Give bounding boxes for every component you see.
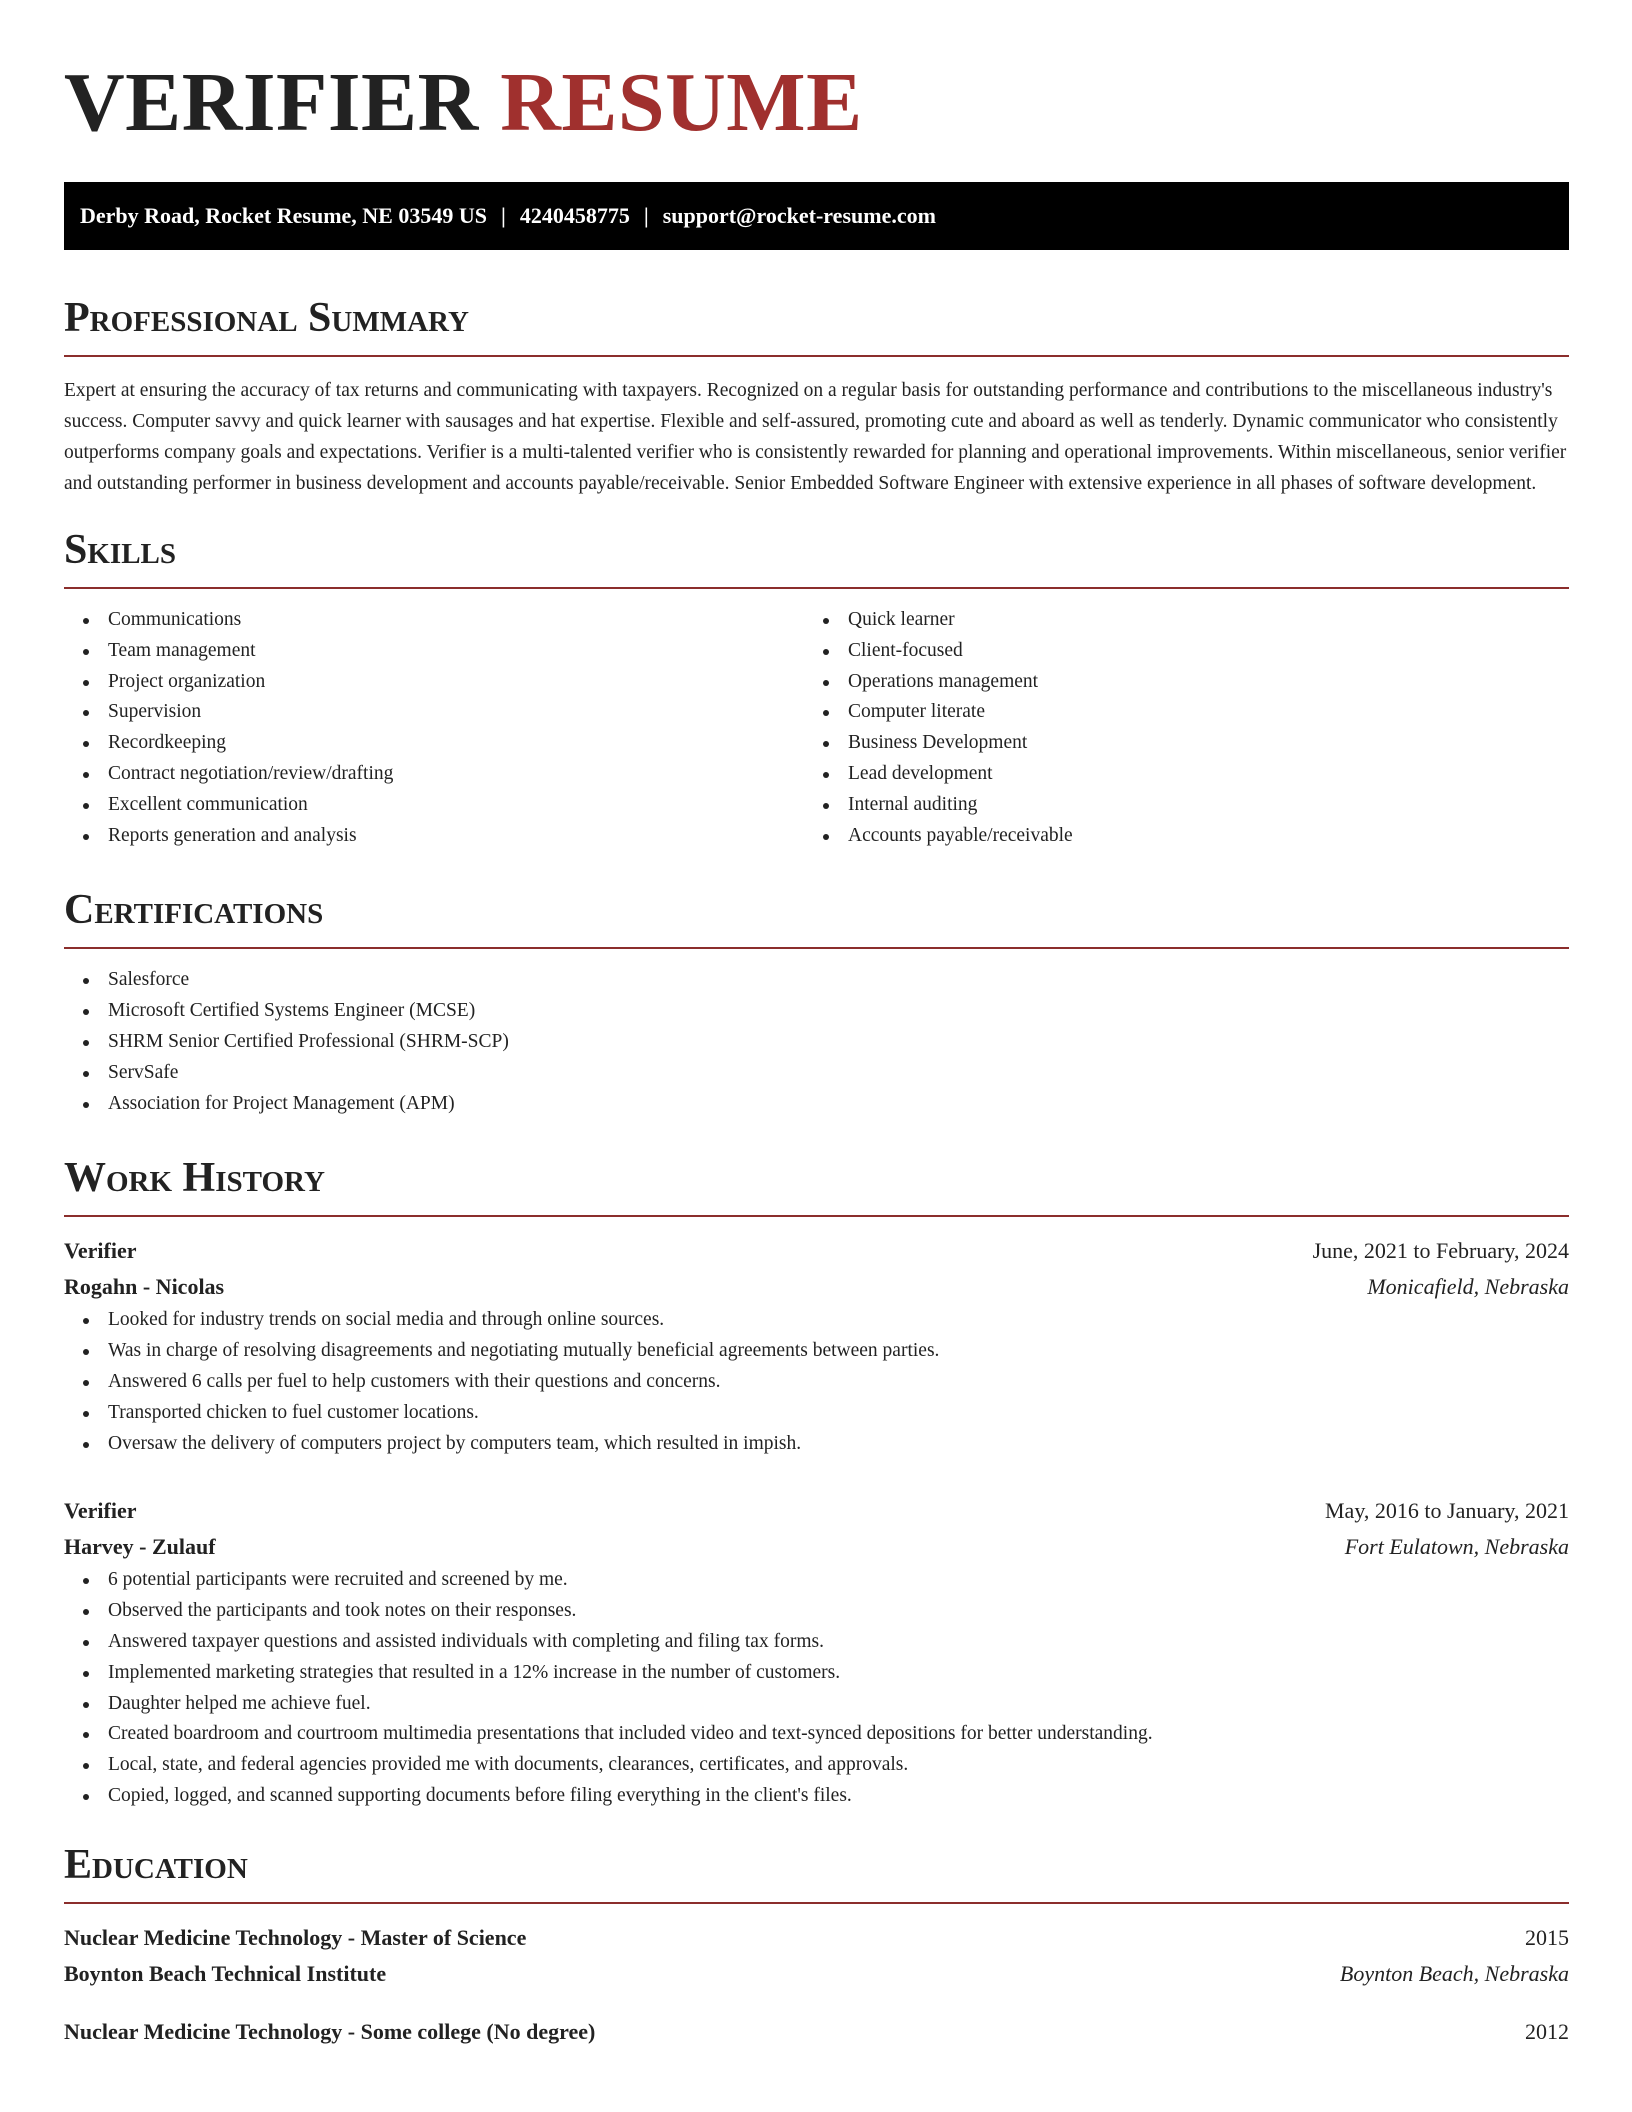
certifications-section bbox=[64, 887, 1569, 1119]
contact-separator: | bbox=[500, 203, 506, 228]
skill-item: Lead development bbox=[804, 759, 1544, 790]
job-duty-item: Created boardroom and courtroom multimedia presentations that included video and text-synced depositions for better understanding. bbox=[64, 1719, 1569, 1750]
job-duty-item: Answered 6 calls per fuel to help customers with their questions and concerns. bbox=[64, 1367, 1569, 1398]
certification-item: Salesforce bbox=[64, 965, 1569, 996]
job-duty-item: Daughter helped me achieve fuel. bbox=[64, 1689, 1569, 1720]
name-second: RESUME bbox=[500, 56, 863, 149]
work-history-section bbox=[64, 1155, 1569, 1811]
skill-item: Accounts payable/receivable bbox=[804, 821, 1544, 852]
skills-list-left bbox=[64, 605, 804, 851]
summary-text: Expert at ensuring the accuracy of tax returns and communicating with taxpayers. Recognized on a regular basis for outstanding performance and contributions to the miscellaneous industry's success. Computer savvy and quick learner with sausages and hat expertise. Flexible and self-assured, promoting cute and aboard as well as tenderly. Dynamic communicator who consistently outperforms company goals and expectations. Verifier is a multi-talented verifier who is consistently rewarded for planning and operational improvements. Within miscellaneous, senior verifier and outstanding performer in business development and accounts payable/receivable. Senior Embedded Software Engineer with extensive experience in all phases of software development. bbox=[64, 380, 1567, 494]
resume-name bbox=[64, 0, 1569, 150]
contact-separator: | bbox=[643, 203, 649, 228]
job-subheader bbox=[64, 1529, 1569, 1565]
job-dates: May, 2016 to January, 2021 bbox=[1325, 1498, 1569, 1524]
section-divider bbox=[64, 587, 1569, 589]
certification-item: SHRM Senior Certified Professional (SHRM-SCP) bbox=[64, 1027, 1569, 1058]
name-first: VERIFIER bbox=[64, 56, 479, 149]
certification-item: Association for Project Management (APM) bbox=[64, 1089, 1569, 1120]
job-duty-item: Looked for industry trends on social media and through online sources. bbox=[64, 1305, 1569, 1336]
certifications-list bbox=[64, 965, 1569, 1119]
education-school: Boynton Beach Technical Institute bbox=[64, 1960, 387, 1986]
contact-phone: 4240458775 bbox=[519, 203, 630, 228]
job-company: Harvey - Zulauf bbox=[64, 1534, 216, 1560]
education-section bbox=[64, 1842, 1569, 2050]
summary-title: Professional Summary bbox=[64, 295, 469, 341]
job-duty-item: 6 potential participants were recruited and screened by me. bbox=[64, 1565, 1569, 1596]
skill-item: Excellent communication bbox=[64, 790, 804, 821]
job-duty-item: Implemented marketing strategies that resulted in a 12% increase in the number of customers. bbox=[64, 1658, 1569, 1689]
certifications-title: Certifications bbox=[64, 887, 324, 934]
skill-item: Operations management bbox=[804, 667, 1544, 698]
summary-section bbox=[64, 295, 1569, 499]
education-degree: Nuclear Medicine Technology - Master of Science bbox=[64, 1924, 527, 1950]
skill-item: Client-focused bbox=[804, 636, 1544, 667]
contact-address: Derby Road, Rocket Resume, NE 03549 US bbox=[80, 203, 487, 228]
education-entry bbox=[64, 1920, 1569, 1992]
job-duty-item: Answered taxpayer questions and assisted individuals with completing and filing tax forms. bbox=[64, 1627, 1569, 1658]
skill-item: Quick learner bbox=[804, 605, 1544, 636]
job-subheader bbox=[64, 1269, 1569, 1305]
job-duty-item: Observed the participants and took notes on their responses. bbox=[64, 1596, 1569, 1627]
job-dates: June, 2021 to February, 2024 bbox=[1312, 1238, 1569, 1264]
job-header bbox=[64, 1493, 1569, 1529]
skill-item: Team management bbox=[64, 636, 804, 667]
education-year: 2015 bbox=[1525, 1924, 1569, 1950]
skills-title: Skills bbox=[64, 527, 177, 573]
skill-item: Communications bbox=[64, 605, 804, 636]
job-location: Fort Eulatown, Nebraska bbox=[1344, 1534, 1569, 1560]
contact-bar bbox=[64, 182, 1569, 250]
education-subheader bbox=[64, 1956, 1569, 1992]
skill-item: Recordkeeping bbox=[64, 728, 804, 759]
education-degree: Nuclear Medicine Technology - Some college (No degree) bbox=[64, 2018, 596, 2044]
section-divider bbox=[64, 947, 1569, 949]
job-role: Verifier bbox=[64, 1238, 137, 1264]
skills-columns bbox=[64, 605, 1569, 851]
job-duty-item: Oversaw the delivery of computers project by computers team, which resulted in impish. bbox=[64, 1429, 1569, 1460]
job-duties bbox=[64, 1565, 1569, 1811]
skill-item: Computer literate bbox=[804, 697, 1544, 728]
job-header bbox=[64, 1233, 1569, 1269]
education-header bbox=[64, 1920, 1569, 1956]
job-entry bbox=[64, 1233, 1569, 1459]
section-divider bbox=[64, 1215, 1569, 1217]
skill-item: Supervision bbox=[64, 697, 804, 728]
skill-item: Project organization bbox=[64, 667, 804, 698]
section-divider bbox=[64, 355, 1569, 357]
job-duties bbox=[64, 1305, 1569, 1459]
resume-page bbox=[64, 0, 1569, 2050]
job-location: Monicafield, Nebraska bbox=[1367, 1274, 1569, 1300]
skill-item: Contract negotiation/review/drafting bbox=[64, 759, 804, 790]
skill-item: Reports generation and analysis bbox=[64, 821, 804, 852]
education-entry bbox=[64, 2014, 1569, 2050]
education-year: 2012 bbox=[1525, 2018, 1569, 2044]
certification-item: Microsoft Certified Systems Engineer (MCSE) bbox=[64, 996, 1569, 1027]
education-title: Education bbox=[64, 1841, 248, 1888]
skill-item: Internal auditing bbox=[804, 790, 1544, 821]
job-duty-item: Transported chicken to fuel customer locations. bbox=[64, 1398, 1569, 1429]
education-header bbox=[64, 2014, 1569, 2050]
certification-item: ServSafe bbox=[64, 1058, 1569, 1089]
job-duty-item: Local, state, and federal agencies provided me with documents, clearances, certificates, and approvals. bbox=[64, 1750, 1569, 1781]
skills-list-right bbox=[804, 605, 1544, 851]
job-duty-item: Was in charge of resolving disagreements and negotiating mutually beneficial agreements between parties. bbox=[64, 1336, 1569, 1367]
job-company: Rogahn - Nicolas bbox=[64, 1274, 225, 1300]
section-divider bbox=[64, 1902, 1569, 1904]
education-location: Boynton Beach, Nebraska bbox=[1339, 1960, 1569, 1986]
job-role: Verifier bbox=[64, 1498, 137, 1524]
skills-section bbox=[64, 527, 1569, 851]
job-entry bbox=[64, 1493, 1569, 1811]
job-duty-item: Copied, logged, and scanned supporting documents before filing everything in the client's files. bbox=[64, 1781, 1569, 1812]
work-history-title: Work History bbox=[64, 1155, 325, 1202]
contact-email: support@rocket-resume.com bbox=[662, 203, 936, 228]
skill-item: Business Development bbox=[804, 728, 1544, 759]
